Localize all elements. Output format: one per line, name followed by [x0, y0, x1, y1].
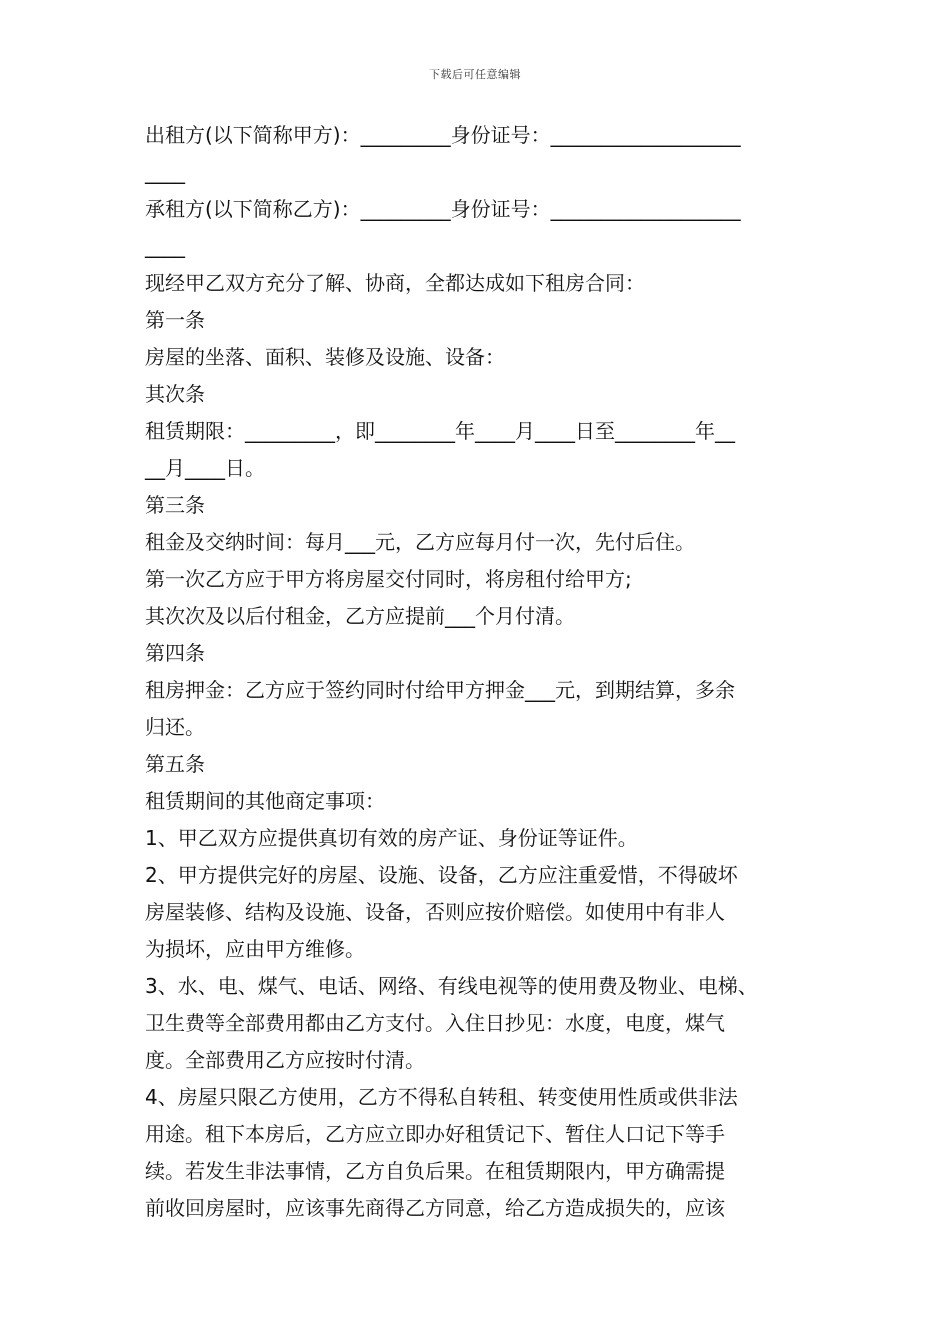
document-body [145, 117, 810, 1227]
clause-3-line-3: 度。全部费用乙方应按时付清。 [145, 1048, 425, 1072]
preamble: 现经甲乙双方充分了解、协商，全都达成如下租房合同： [145, 271, 645, 295]
clause-4-line-3: 续。若发生非法事情，乙方自负后果。在租赁期限内，甲方确需提 [145, 1159, 725, 1183]
clause-2-line-3: 为损坏，应由甲方维修。 [145, 937, 365, 961]
lessor-line: 出租方(以下简称甲方)：_________身份证号：___________________ [145, 123, 741, 147]
clause-3-line-2: 卫生费等全部费用都由乙方支付。入住日抄见：水度，电度，煤气 [145, 1011, 725, 1035]
article-4-text: 租房押金：乙方应于签约同时付给甲方押金___元，到期结算，多余 [145, 678, 735, 702]
clause-4-line-4: 前收回房屋时，应该事先商得乙方同意，给乙方造成损失的，应该 [145, 1196, 725, 1220]
article-5-heading: 第五条 [145, 752, 205, 776]
article-3-heading: 第三条 [145, 493, 205, 517]
article-5-intro: 租赁期间的其他商定事项： [145, 789, 385, 813]
clause-3-line-1: 3、水、电、煤气、电话、网络、有线电视等的使用费及物业、电梯、 [145, 974, 758, 998]
clause-2-line-2: 房屋装修、结构及设施、设备，否则应按价赔偿。如使用中有非人 [145, 900, 725, 924]
clause-4-line-2: 用途。租下本房后，乙方应立即办好租赁记下、暂住人口记下等手 [145, 1122, 725, 1146]
lessor-line-cont: ____ [145, 160, 185, 184]
lessee-line: 承租方(以下简称乙方)：_________身份证号：___________________ [145, 197, 741, 221]
article-1-heading: 第一条 [145, 308, 205, 332]
clause-4-line-1: 4、房屋只限乙方使用，乙方不得私自转租、转变使用性质或供非法 [145, 1085, 738, 1109]
article-3-text-1: 租金及交纳时间：每月___元，乙方应每月付一次，先付后住。 [145, 530, 695, 554]
page-header: 下载后可任意编辑 [429, 68, 521, 81]
clause-2-line-1: 2、甲方提供完好的房屋、设施、设备，乙方应注重爱惜，不得破坏 [145, 863, 738, 887]
clause-1: 1、甲乙双方应提供真切有效的房产证、身份证等证件。 [145, 826, 638, 850]
article-1-text: 房屋的坐落、面积、装修及设施、设备： [145, 345, 505, 369]
article-2-heading: 其次条 [145, 382, 205, 406]
article-4-text-cont: 归还。 [145, 715, 205, 739]
article-4-heading: 第四条 [145, 641, 205, 665]
article-3-text-3: 其次次及以后付租金，乙方应提前___个月付清。 [145, 604, 575, 628]
lessee-line-cont: ____ [145, 234, 185, 258]
article-2-text: 租赁期限：_________，即________年____月____日至________年__ [145, 419, 735, 443]
article-3-text-2: 第一次乙方应于甲方将房屋交付同时，将房租付给甲方; [145, 567, 632, 591]
article-2-text-cont: __月____日。 [145, 456, 265, 480]
